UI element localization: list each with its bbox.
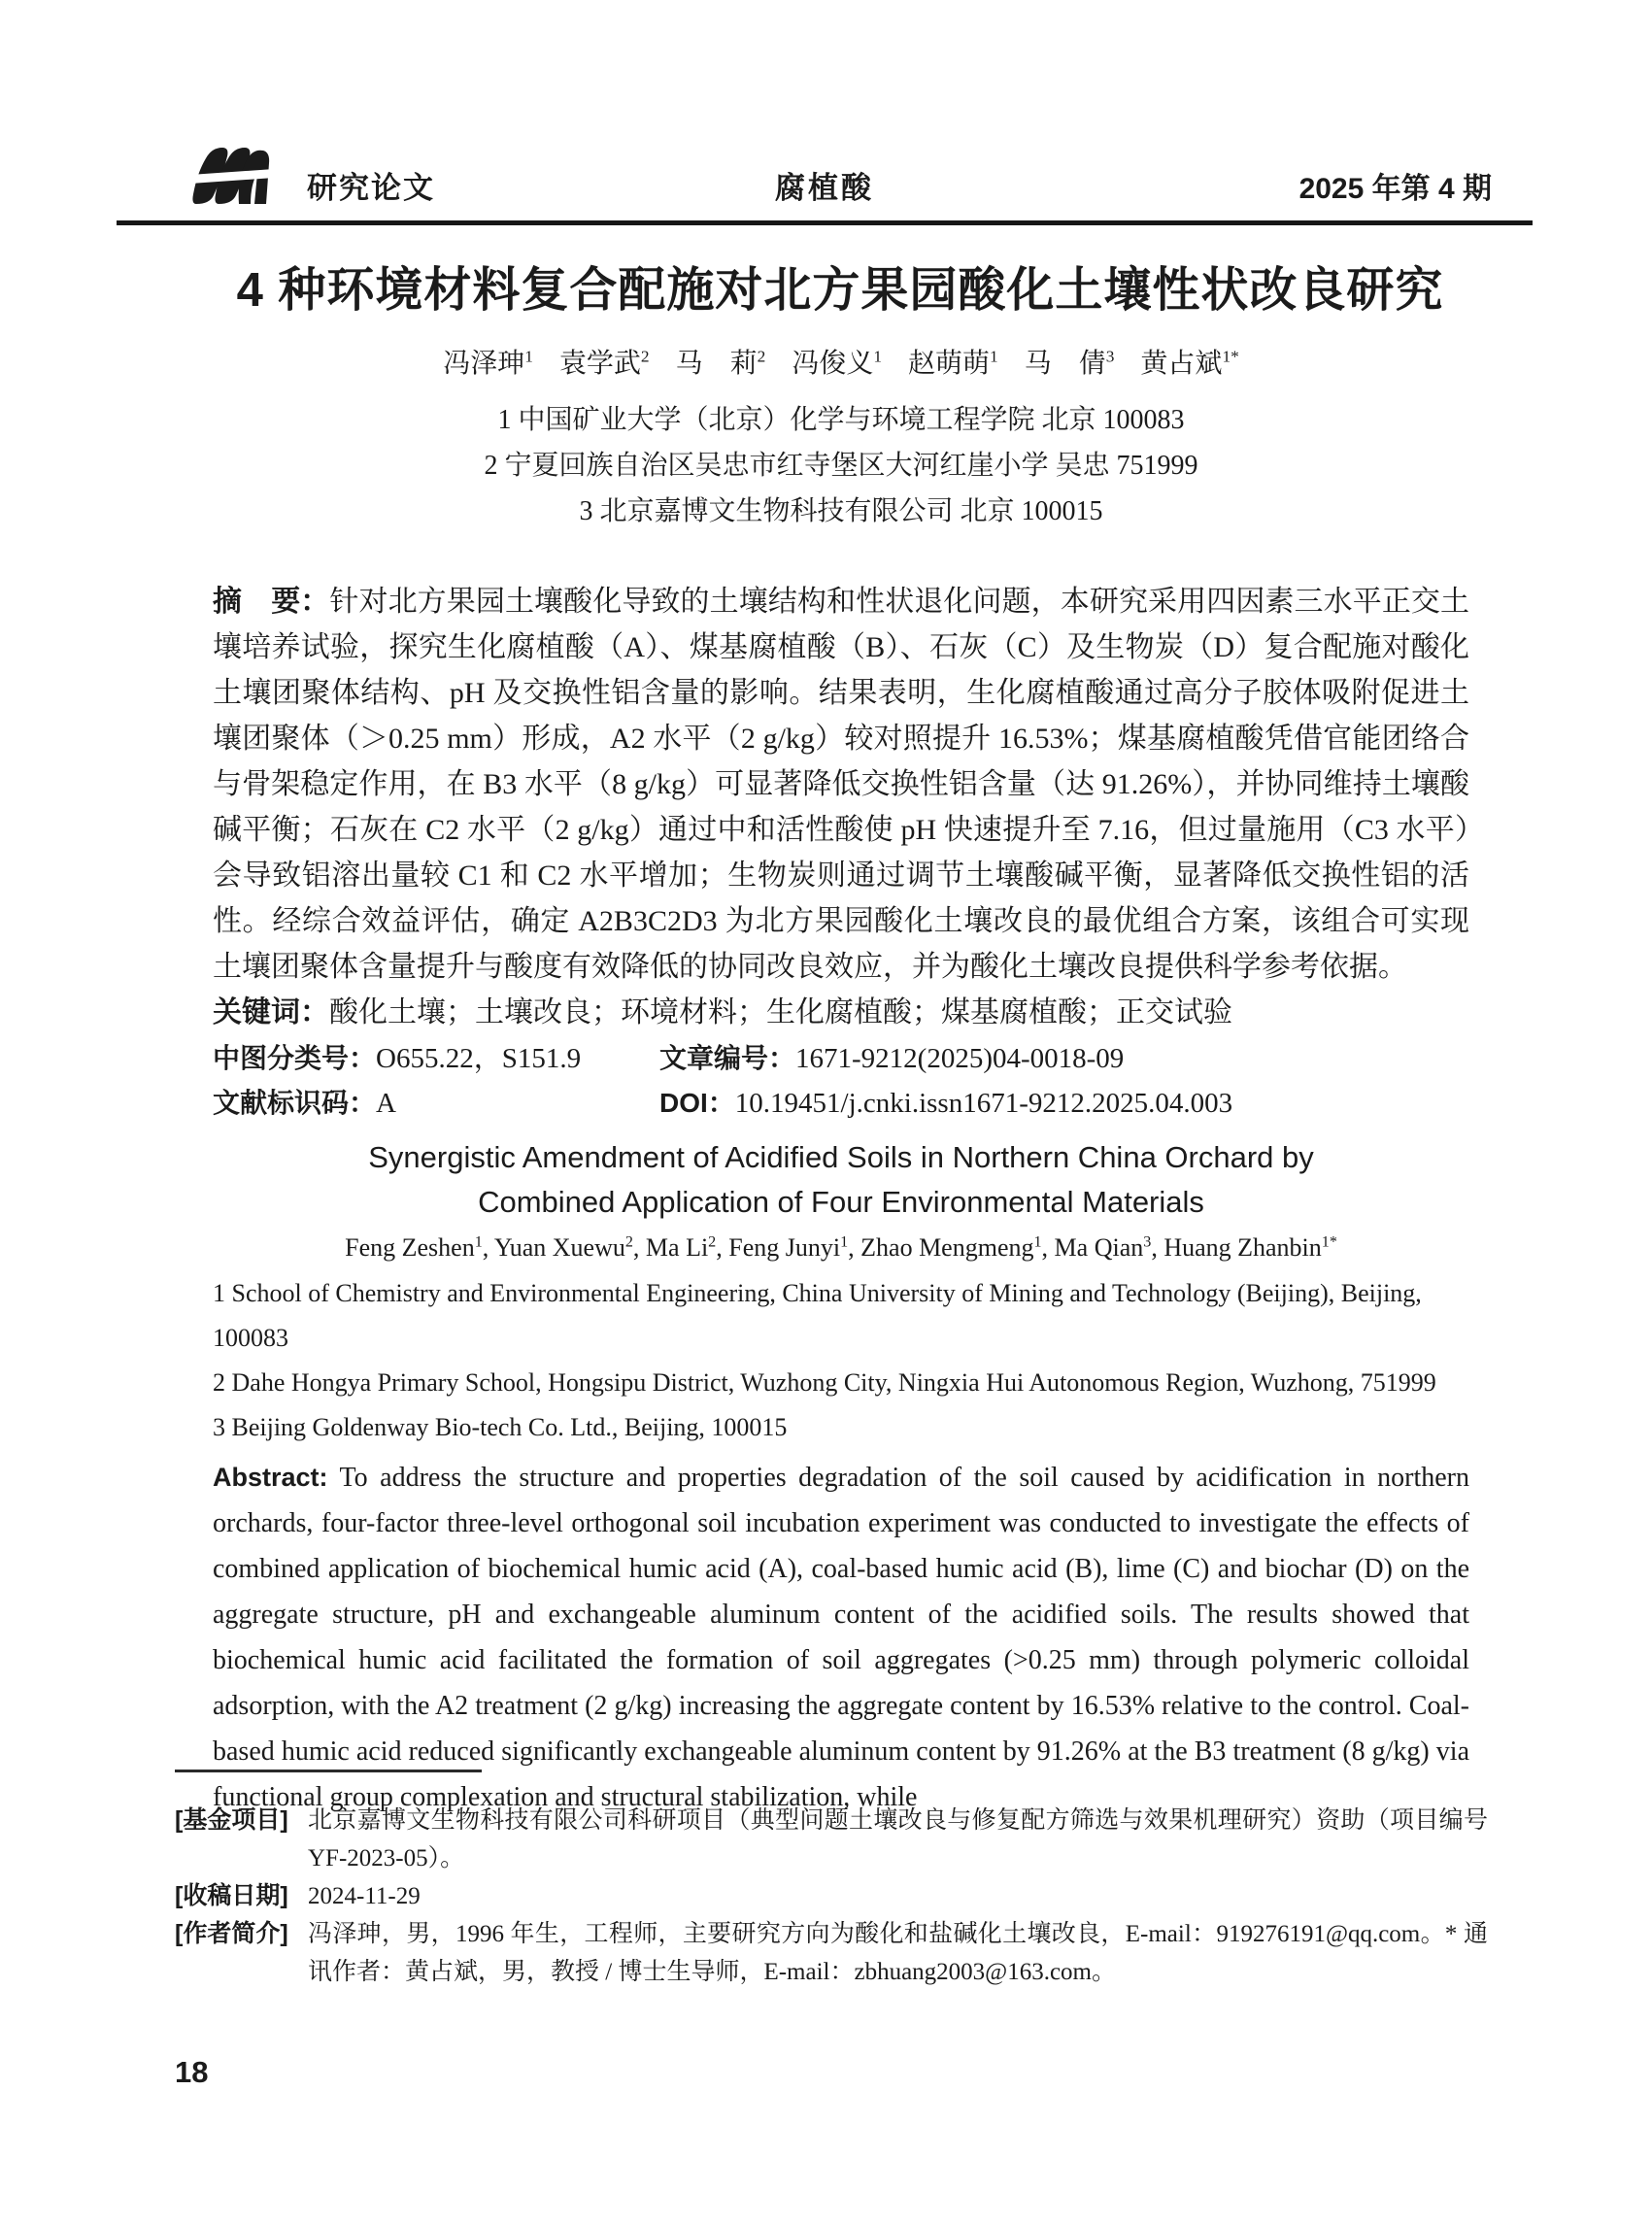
affiliation-list-en <box>213 1271 1469 1450</box>
journal-header <box>117 144 1533 225</box>
footnote-bio-text: 冯泽珅，男，1996 年生，工程师，主要研究方向为酸化和盐碱化土壤改良，E-mail：919276191@qq.com。* 通讯作者：黄占斌，男，教授 / 博士生导师，E-mail：zbhuang2003@163.com。 <box>308 1921 1488 1985</box>
paper-title-en-line1: Synergistic Amendment of Acidified Soils in Northern China Orchard by <box>368 1140 1314 1174</box>
author-cn <box>676 349 766 379</box>
affiliation-en: 3 Beijing Goldenway Bio-tech Co. Ltd., Beijing, 100015 <box>213 1413 788 1441</box>
author-sup: 3 <box>1143 1233 1152 1251</box>
paper-title-en <box>213 1135 1469 1225</box>
affiliation-cn: 1 中国矿业大学（北京）化学与环境工程学院 北京 100083 <box>497 405 1185 435</box>
header-category: 研究论文 <box>307 171 435 205</box>
abstract-cn <box>213 579 1469 990</box>
abstract-cn-label: 摘 要： <box>213 586 330 618</box>
abstract-cn-text: 针对北方果园土壤酸化导致的土壤结构和性状退化问题，本研究采用四因素三水平正交土壤培养试验，探究生化腐植酸（A）、煤基腐植酸（B）、石灰（C）及生物炭（D）复合配施对酸化土壤团聚体结构、pH 及交换性铝含量的影响。结果表明，生化腐植酸通过高分子胶体吸附促进土壤团聚体（＞0.25 mm）形成，A2 水平（2 g/kg）较对照提升 16.53%；煤基腐植酸凭借官能团络合与骨架稳定作用，在 B3 水平（8 g/kg）可显著降低交换性铝含量（达 91.26%），并协同维持土壤酸碱平衡；石灰在 C2 水平（2 g/kg）通过中和活性酸使 pH 快速提升至 7.16，但过量施用（C3 水平）会导致铝溶出量较 C1 和 C2 水平增加；生物炭则通过调节土壤酸碱平衡，显著降低交换性铝的活性。经综合效益评估，确定 A2B3C2D3 为北方果园酸化土壤改良的最优组合方案，该组合可实现土壤团聚体含量提升与酸度有效降低的协同改良效应，并为酸化土壤改良提供科学参考依据。 <box>213 586 1470 983</box>
affiliation-cn: 2 宁夏回族自治区吴忠市红寺堡区大河红崖小学 吴忠 751999 <box>484 451 1198 481</box>
author-list-en <box>213 1230 1469 1265</box>
author-en <box>1163 1233 1337 1262</box>
header-issue: 2025 年第 4 期 <box>1298 173 1492 205</box>
page-number: 18 <box>175 2055 209 2089</box>
main-column <box>213 579 1469 1820</box>
author-sup: 1 <box>524 347 533 366</box>
author-sup: 2 <box>757 347 766 366</box>
doi-value: 10.19451/j.cnki.issn1671-9212.2025.04.003 <box>734 1088 1233 1119</box>
author-sep: , <box>716 1233 729 1262</box>
author-sup: 1* <box>1222 347 1239 366</box>
author-name: 赵萌萌 <box>908 349 991 379</box>
author-cn <box>1025 349 1115 379</box>
author-sep: , <box>1041 1233 1055 1262</box>
affiliation-cn: 3 北京嘉博文生物科技有限公司 北京 100015 <box>579 496 1103 526</box>
author-list-cn <box>214 342 1468 381</box>
author-cn <box>908 349 998 379</box>
author-cn <box>443 349 533 379</box>
clc-label: 中图分类号： <box>213 1043 377 1073</box>
abstract-en <box>213 1455 1469 1820</box>
author-sup: 3 <box>1105 347 1115 366</box>
author-sup: 1 <box>1033 1233 1042 1251</box>
author-sup: 1* <box>1321 1233 1337 1251</box>
abstract-en-label: Abstract: <box>213 1463 328 1492</box>
keywords-label: 关键词： <box>213 996 329 1028</box>
author-sep: , <box>632 1233 646 1262</box>
doi-label: DOI： <box>659 1088 735 1118</box>
affiliation-en: 1 School of Chemistry and Environmental Engineering, China University of Mining and Technology (Beijing), Beijing, 100083 <box>213 1279 1422 1352</box>
footnote-fund-label: [基金项目] <box>175 1806 288 1834</box>
author-en <box>1055 1233 1164 1262</box>
author-sup: 2 <box>708 1233 717 1251</box>
doi-entry <box>659 1081 1232 1126</box>
author-name: Yuan Xuewu <box>493 1233 625 1262</box>
author-cn <box>1140 349 1238 379</box>
article-id-entry <box>659 1036 1124 1081</box>
author-cn <box>792 349 882 379</box>
doc-code-entry <box>213 1081 659 1126</box>
paper-title-en-line2: Combined Application of Four Environmental Materials <box>478 1185 1204 1219</box>
author-sep: , <box>1151 1233 1164 1262</box>
author-sup: 1 <box>990 347 998 366</box>
author-name: 冯泽珅 <box>443 349 525 379</box>
author-sep: , <box>482 1233 494 1262</box>
footnote-section <box>175 1770 1488 1991</box>
author-name: 冯俊义 <box>792 349 874 379</box>
footnote-bio <box>175 1915 1488 1991</box>
author-en <box>345 1233 494 1262</box>
author-sup: 2 <box>624 1233 633 1251</box>
author-en <box>860 1233 1054 1262</box>
meta-row-1 <box>213 1036 1469 1081</box>
author-sup: 2 <box>640 347 650 366</box>
affiliation-en: 2 Dahe Hongya Primary School, Hongsipu District, Wuzhong City, Ningxia Hui Autonomous Region, Wuzhong, 751999 <box>213 1368 1436 1397</box>
author-en <box>494 1233 646 1262</box>
affiliation-list-cn <box>214 397 1468 534</box>
author-en <box>646 1233 728 1262</box>
footnote-bio-label: [作者简介] <box>175 1920 288 1947</box>
meta-row-2 <box>213 1081 1469 1126</box>
footnote-received <box>175 1877 1488 1915</box>
header-journal-title: 腐植酸 <box>775 171 874 205</box>
author-name: Huang Zhanbin <box>1163 1233 1322 1262</box>
author-en <box>728 1233 860 1262</box>
author-name: Ma Li <box>645 1233 709 1262</box>
author-sup: 1 <box>474 1233 483 1251</box>
footnote-divider <box>175 1770 482 1772</box>
doc-code-label: 文献标识码： <box>213 1088 377 1118</box>
author-cn <box>559 349 650 379</box>
author-name: 马 莉 <box>675 349 758 379</box>
author-sup: 1 <box>873 347 883 366</box>
footnote-received-label: [收稿日期] <box>175 1882 288 1909</box>
author-name: 袁学武 <box>558 349 641 379</box>
journal-logo <box>188 144 276 210</box>
author-name: Feng Zeshen <box>345 1233 475 1262</box>
paper-title-cn: 4 种环境材料复合配施对北方果园酸化土壤性状改良研究 <box>236 264 1444 317</box>
author-name: Ma Qian <box>1054 1233 1144 1262</box>
keywords-line <box>213 990 1469 1036</box>
author-name: Feng Junyi <box>728 1233 841 1262</box>
article-id-value: 1671-9212(2025)04-0018-09 <box>795 1043 1125 1074</box>
author-sep: , <box>848 1233 861 1262</box>
footnote-fund <box>175 1802 1488 1877</box>
clc-value: O655.22，S151.9 <box>376 1043 582 1074</box>
footnote-fund-text: 北京嘉博文生物科技有限公司科研项目（典型问题土壤改良与修复配方筛选与效果机理研究）资助（项目编号 YF-2023-05）。 <box>308 1807 1488 1871</box>
author-name: 黄占斌 <box>1140 349 1223 379</box>
keywords-text: 酸化土壤；土壤改良；环境材料；生化腐植酸；煤基腐植酸；正交试验 <box>329 996 1232 1028</box>
article-id-label: 文章编号： <box>659 1043 796 1073</box>
author-name: Zhao Mengmeng <box>860 1233 1034 1262</box>
footnote-received-date: 2024-11-29 <box>308 1883 421 1909</box>
clc-entry <box>213 1036 659 1081</box>
abstract-en-text: To address the structure and properties degradation of the soil caused by acidification in northern orchards, four-factor three-level orthogonal soil incubation experiment was conducted to investigate the effects of combined application of biochemical humic acid (A), coal-based humic acid (B), lime (C) and biochar (D) on the aggregate structure, pH and exchangeable aluminum content of the acidified soils. The results showed that biochemical humic acid facilitated the formation of soil aggregates (>0.25 mm) through polymeric colloidal adsorption, with the A2 treatment (2 g/kg) increasing the aggregate content by 16.53% relative to the control. Coal-based humic acid reduced significantly exchangeable aluminum content by 91.26% at the B3 treatment (8 g/kg) via functional group complexation and structural stabilization, while <box>213 1463 1469 1812</box>
author-name: 马 倩 <box>1024 349 1106 379</box>
doc-code-value: A <box>376 1088 396 1119</box>
author-sup: 1 <box>840 1233 849 1251</box>
